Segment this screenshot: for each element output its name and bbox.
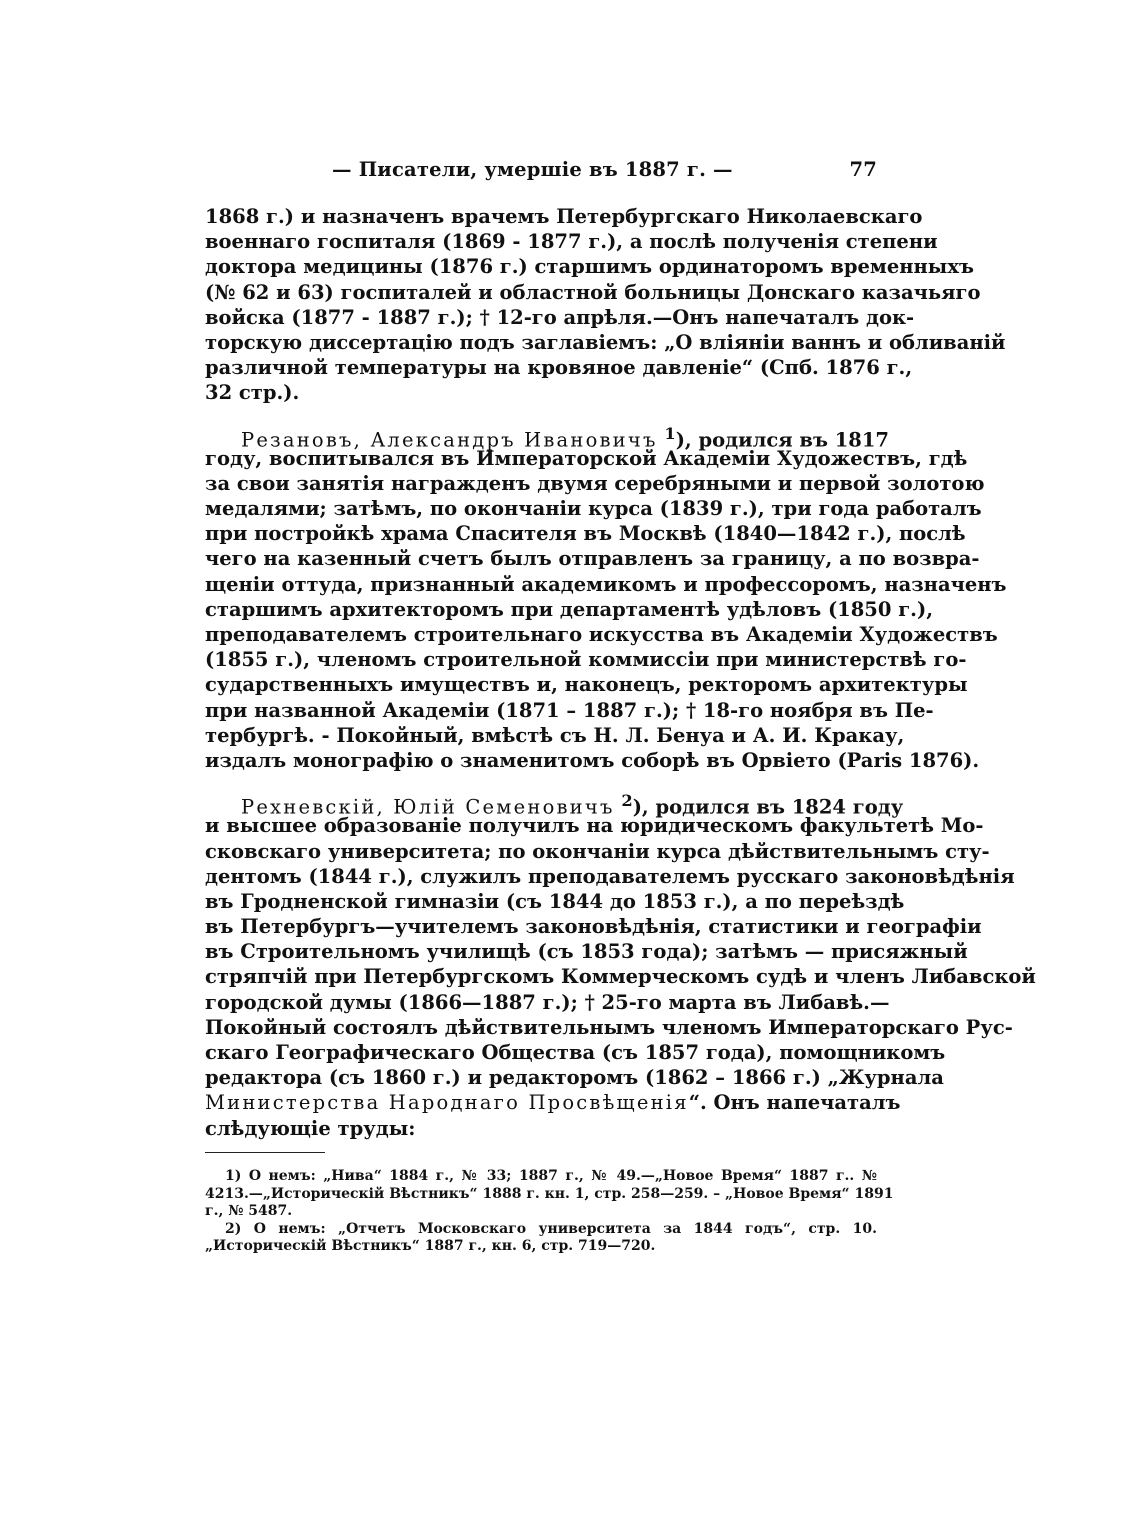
text-line: различной температуры на кровяное давленіе“ (Спб. 1876 г., (205, 356, 913, 380)
text-line: издалъ монографію о знаменитомъ соборѣ въ Орвіето (Paris 1876). (205, 748, 980, 772)
text-line: войска (1877 - 1887 г.); † 12-го апрѣля.—Онъ напечаталъ док- (205, 305, 915, 329)
text-line: и высшее образованіе получилъ на юридическомъ факультетѣ Мо- (205, 814, 984, 838)
entry-name: Резановъ, Александръ Ивановичъ (241, 428, 658, 451)
footnotes (205, 1168, 894, 1256)
text-line: военнаго госпиталя (1869 - 1877 г.), а послѣ полученія степени (205, 230, 938, 254)
text-line: сударственныхъ имуществъ и, наконецъ, ректоромъ архитектуры (205, 673, 968, 697)
text-line: чего на казенный счетъ былъ отправленъ за границу, а по возвра- (205, 547, 980, 571)
text-line: старшимъ архитекторомъ при департаментѣ удѣловъ (1850 г.), (205, 597, 933, 621)
text-line: доктора медицины (1876 г.) старшимъ ординаторомъ временныхъ (205, 255, 974, 279)
text-line: 32 стр.). (205, 381, 300, 405)
text-line: въ Гродненской гимназіи (съ 1844 до 1853 г.), а по переѣздѣ (205, 889, 905, 913)
text-line: при названной Академіи (1871 – 1887 г.); † 18-го ноября въ Пе- (205, 698, 934, 722)
text-line: медалями; затѣмъ, по окончаніи курса (1839 г.), три года работалъ (205, 497, 982, 521)
text-line: дентомъ (1844 г.), служилъ преподавателемъ русскаго законовѣдѣнія (205, 864, 1015, 888)
journal-title-rest: “. Онъ напечаталъ (688, 1091, 901, 1115)
paragraph-continued (205, 204, 1006, 406)
text-line: въ Строительномъ училищѣ (съ 1853 года); затѣмъ — присяжный (205, 940, 968, 964)
text-line: городской думы (1866—1887 г.); † 25-го марта въ Либавѣ.— (205, 990, 890, 1014)
footnote-line: 1) О немъ: „Нива“ 1884 г., № 33; 1887 г., № 49.—„Новое Время“ 1887 г.. № (225, 1168, 877, 1184)
text-line: щеніи оттуда, признанный академикомъ и профессоромъ, назначенъ (205, 572, 1007, 596)
entry-rezanov (205, 421, 1007, 774)
text-line: Покойный состоялъ дѣйствительнымъ членомъ Императорскаго Рус- (205, 1015, 1013, 1039)
text-line: году, воспитывался въ Императорской Академіи Художествъ, гдѣ (205, 446, 968, 470)
paragraph-gap (205, 406, 877, 421)
main-text (205, 204, 1036, 1141)
text-line: торскую диссертацію подъ заглавіемъ: „О вліяніи ваннъ и обливаній (205, 330, 1006, 354)
entry-first-line (205, 421, 889, 451)
footnote-line: 4213.—„Историческій Вѣстникъ“ 1888 г. кн. 1, стр. 258—259. – „Новое Время“ 1891 (205, 1185, 894, 1202)
entry-first-line-text: ), родился въ 1824 году (632, 795, 904, 819)
journal-title: Министерства Народнаго Просвѣщенія (205, 1091, 689, 1115)
footnote-mark: 2 (621, 791, 633, 811)
text-line: преподавателемъ строительнаго искусства въ Академіи Художествъ (205, 623, 998, 646)
entry-rekhnevsky (205, 788, 1036, 1141)
footnote-2 (205, 1221, 877, 1256)
page-header (205, 158, 877, 188)
footnote-line: г., № 5487. (205, 1203, 293, 1220)
page-number: 77 (849, 158, 877, 181)
footnote-line: „Историческій Вѣстникъ“ 1887 г., кн. 6, стр. 719—720. (205, 1238, 656, 1255)
running-title: — Писатели, умершіе въ 1887 г. — (332, 158, 733, 181)
entry-first-line-text: ), родился въ 1817 (675, 428, 889, 451)
text-line: (№ 62 и 63) госпиталей и областной больницы Донскаго казачьяго (205, 280, 981, 304)
text-line: за свои занятія награжденъ двумя серебряными и первой золотою (205, 471, 985, 495)
text-line: скаго Географическаго Общества (съ 1857 года), помощникомъ (205, 1041, 946, 1064)
footnote-mark: 1 (664, 423, 676, 443)
footnote-line: 2) О немъ: „Отчетъ Московскаго университета за 1844 годъ“, стр. 10. (225, 1220, 877, 1237)
text-line: въ Петербургъ—учителемъ законовѣдѣнія, статистики и географіи (205, 915, 982, 939)
text-line: стряпчій при Петербургскомъ Коммерческомъ судѣ и членъ Либавской (205, 965, 1036, 989)
paragraph-gap (205, 773, 877, 788)
entry-name: Рехневскій, Юлій Семеновичъ (241, 795, 615, 819)
journal-title-line (205, 1090, 901, 1115)
entry-first-line (205, 788, 904, 819)
text-line: редактора (съ 1860 г.) и редакторомъ (1862 – 1866 г.) „Журнала (205, 1066, 944, 1090)
text-line: (1855 г.), членомъ строительной коммиссіи при министерствѣ го- (205, 648, 967, 672)
text-line: при постройкѣ храма Спасителя въ Москвѣ (1840—1842 г.), послѣ (205, 522, 966, 546)
text-line: слѣдующіе труды: (205, 1116, 416, 1140)
text-line: сковскаго университета; по окончаніи курса дѣйствительнымъ сту- (205, 839, 990, 863)
footnote-rule (205, 1152, 325, 1153)
text-line: тербургѣ. - Покойный, вмѣстѣ съ Н. Л. Бенуа и А. И. Кракау, (205, 723, 905, 747)
footnote-1 (205, 1168, 894, 1221)
text-line: 1868 г.) и назначенъ врачемъ Петербургскаго Николаевскаго (205, 205, 923, 228)
